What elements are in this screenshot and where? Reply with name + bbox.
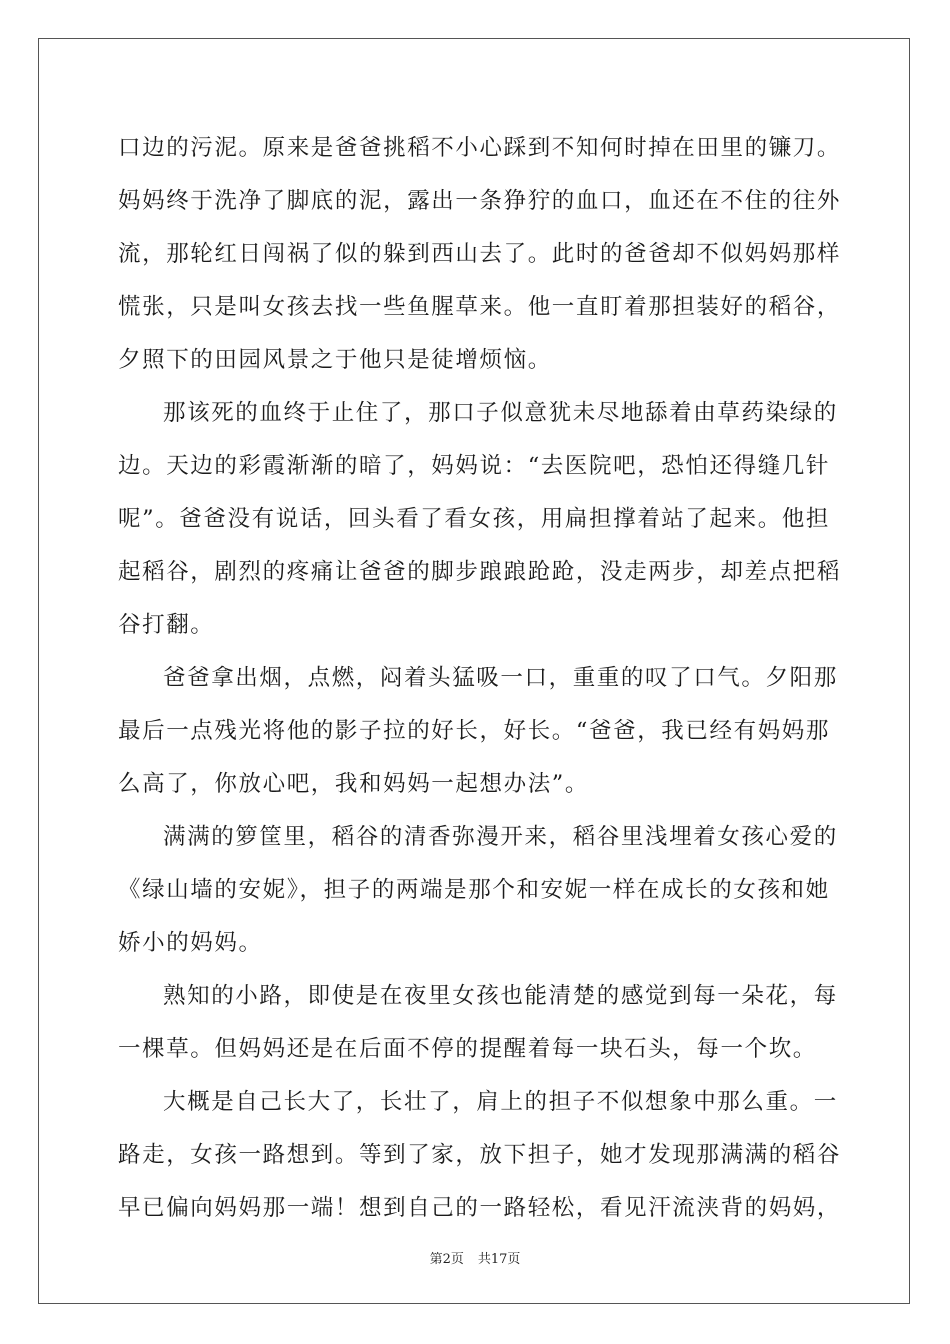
text-line: 路走，女孩一路想到。等到了家，放下担子，她才发现那满满的稻谷 (118, 1142, 842, 1168)
text-line: 一棵草。但妈妈还是在后面不停的提醒着每一块石头，每一个坎。 (118, 1036, 817, 1062)
text-line: 《绿山墙的安妮》，担子的两端是那个和安妮一样在成长的女孩和她 (118, 877, 830, 903)
text-line: 谷打翻。 (118, 612, 215, 638)
text-line: 么高了，你放心吧，我和妈妈一起想办法”。 (118, 771, 590, 797)
text-line: 慌张，只是叫女孩去找一些鱼腥草来。他一直盯着那担装好的稻谷， (118, 294, 842, 320)
text-line: 大概是自己长大了，长壮了，肩上的担子不似想象中那么重。一 (163, 1089, 838, 1115)
text-line: 娇小的妈妈。 (118, 930, 263, 956)
text-line: 夕照下的田园风景之于他只是徒增烦恼。 (118, 347, 552, 373)
page-total: 共17页 (477, 1252, 521, 1267)
text-line: 最后一点残光将他的影子拉的好长，好长。“爸爸，我已经有妈妈那 (118, 718, 831, 744)
text-line: 满满的箩筐里，稻谷的清香弥漫开来，稻谷里浅埋着女孩心爱的 (163, 824, 838, 850)
document-body (118, 128, 842, 1241)
text-line: 妈妈终于洗净了脚底的泥，露出一条狰狞的血口，血还在不住的往外 (118, 188, 842, 214)
text-line: 那该死的血终于止住了，那口子似意犹未尽地舔着由草药染绿的 (163, 400, 838, 426)
text-line: 爸爸拿出烟，点燃，闷着头猛吸一口，重重的叹了口气。夕阳那 (163, 665, 838, 691)
page-number: 第2页 (429, 1252, 464, 1267)
text-line: 呢”。爸爸没有说话，回头看了看女孩，用扁担撑着站了起来。他担 (118, 506, 831, 532)
text-line: 边。天边的彩霞渐渐的暗了，妈妈说：“去医院吧，恐怕还得缝几针 (118, 453, 831, 479)
text-line: 口边的污泥。原来是爸爸挑稻不小心踩到不知何时掉在田里的镰刀。 (118, 135, 842, 161)
text-line: 熟知的小路，即使是在夜里女孩也能清楚的感觉到每一朵花，每 (163, 983, 838, 1009)
text-line: 早已偏向妈妈那一端！想到自己的一路轻松，看见汗流浃背的妈妈， (118, 1195, 842, 1221)
text-line: 流，那轮红日闯祸了似的躲到西山去了。此时的爸爸却不似妈妈那样 (118, 241, 842, 267)
text-line: 起稻谷，剧烈的疼痛让爸爸的脚步踉踉跄跄，没走两步，却差点把稻 (118, 559, 842, 585)
page-footer (0, 1248, 950, 1267)
